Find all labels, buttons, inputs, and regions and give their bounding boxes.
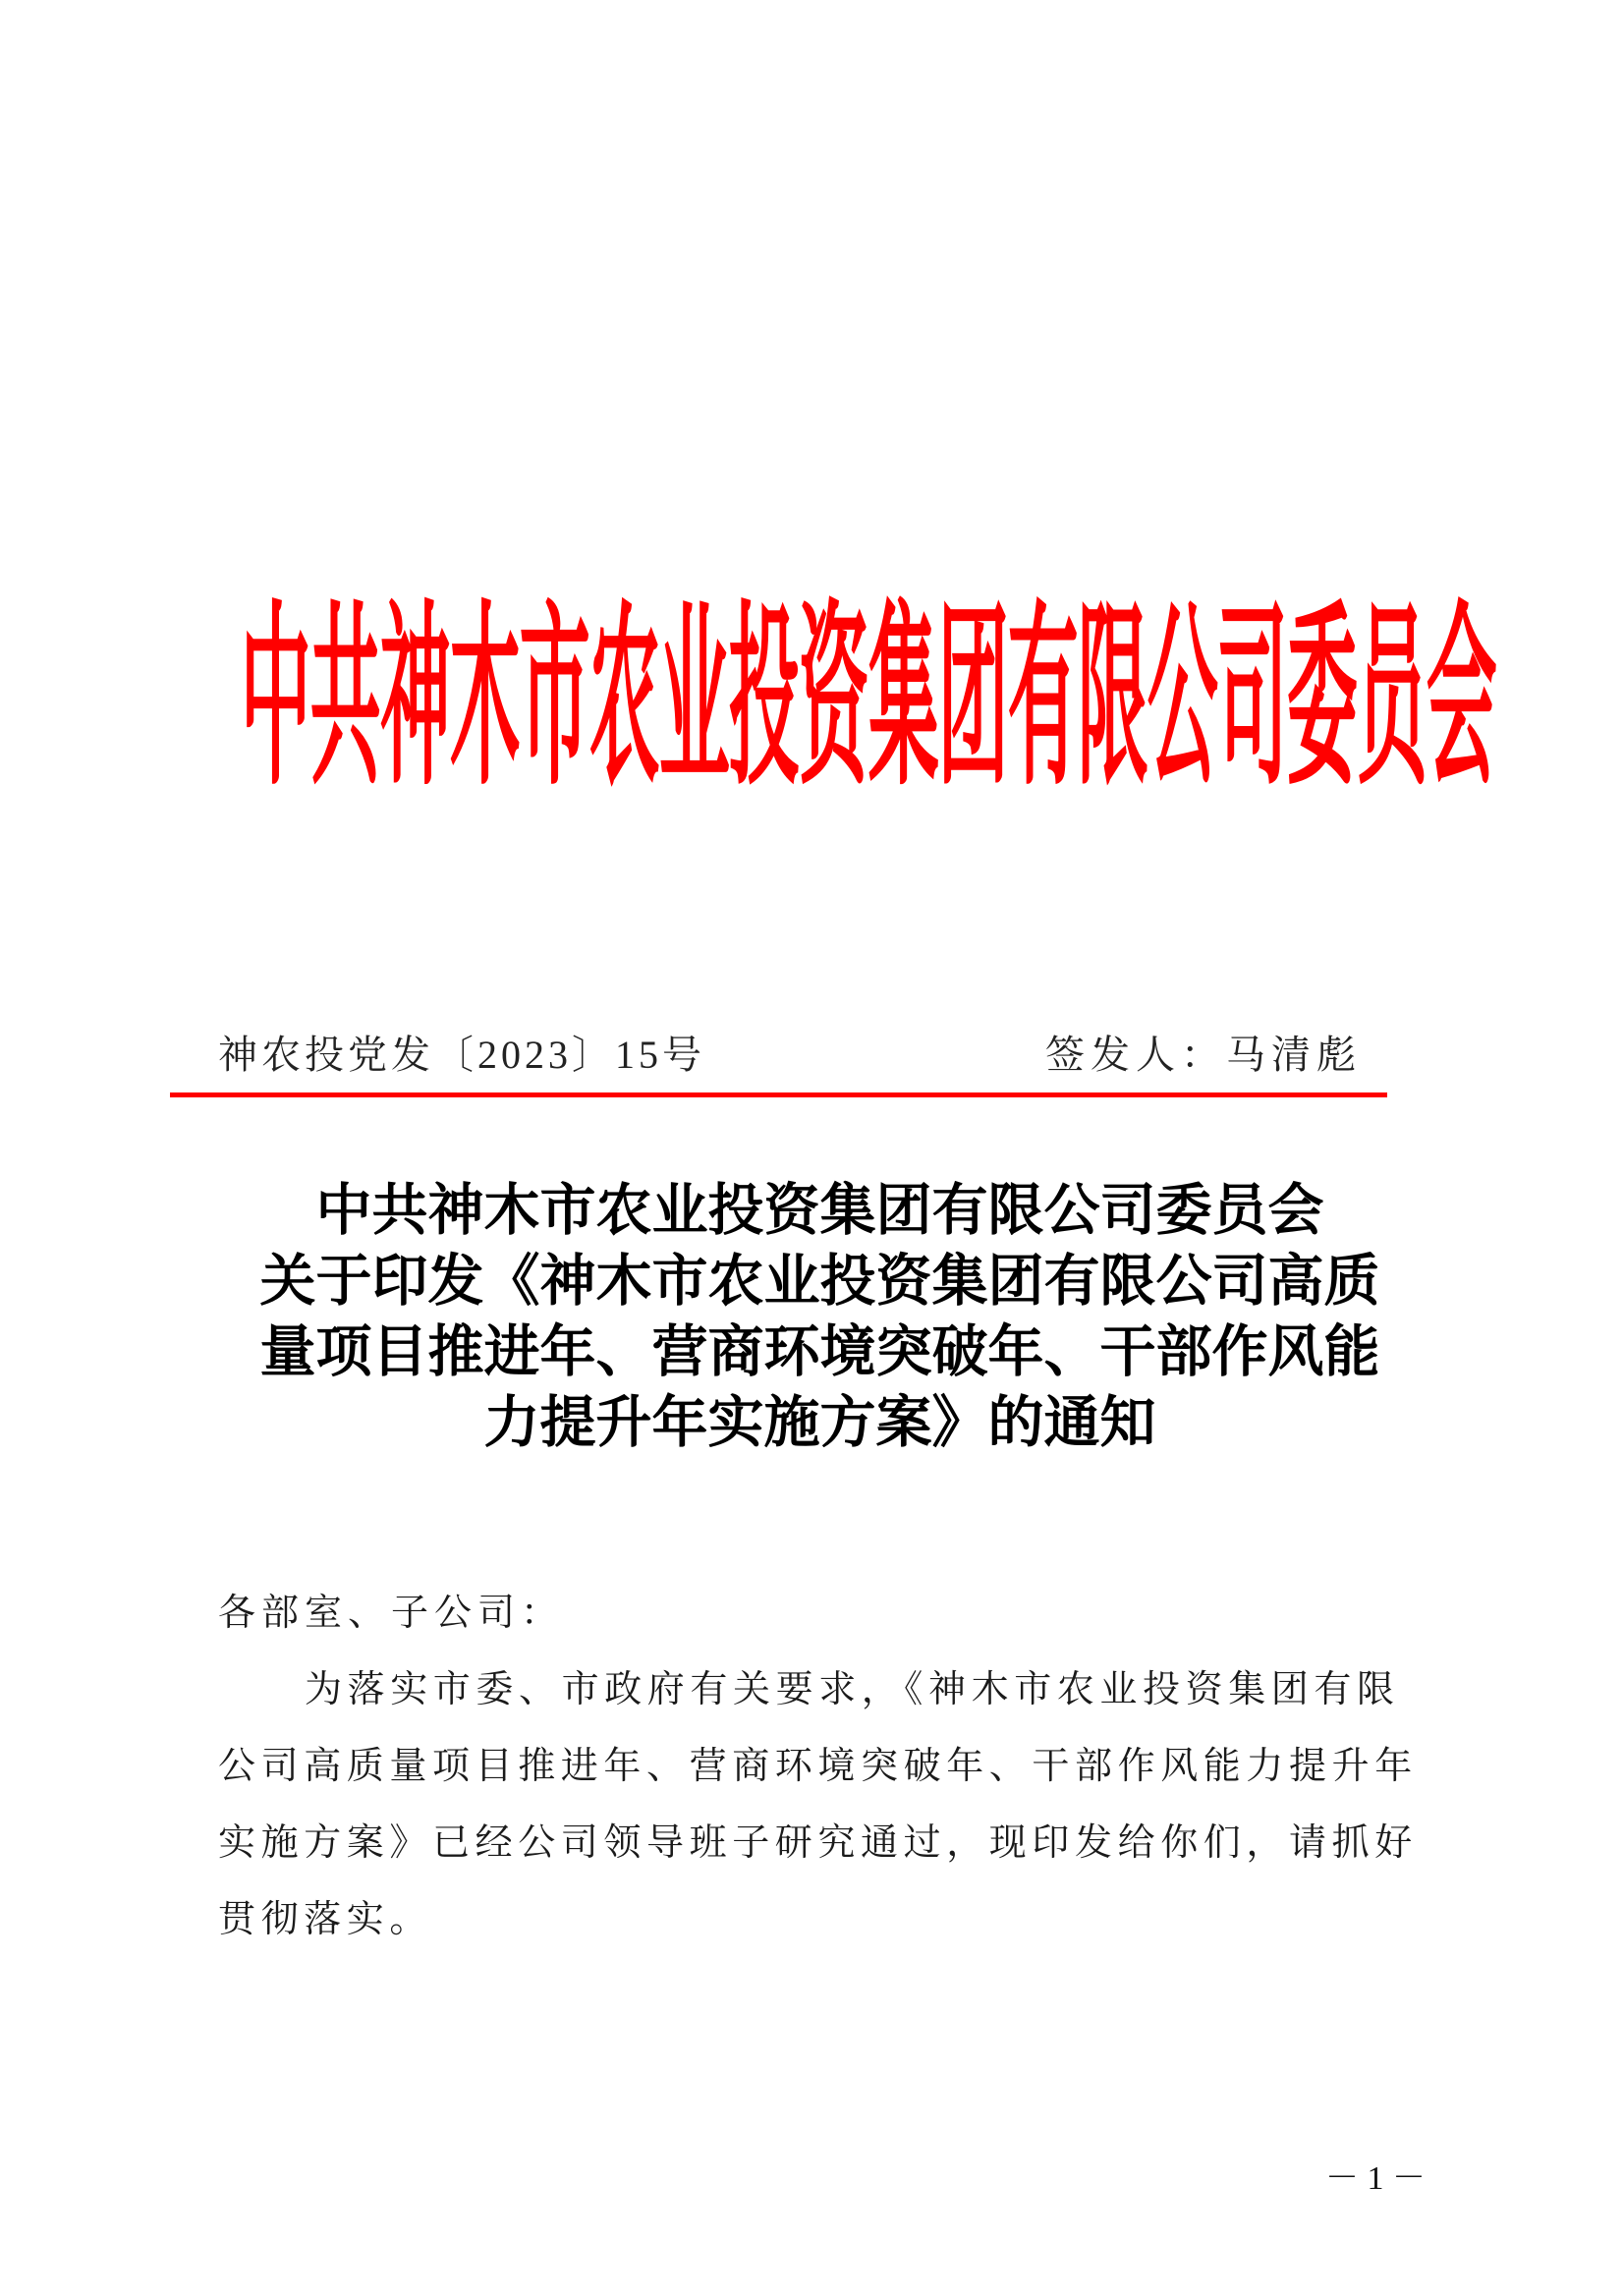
masthead-char: 会 [1426,582,1497,812]
paragraph-line: 实施方案》已经公司领导班子研究通过，现印发给你们，请抓好 [218,1820,1418,1864]
masthead-char: 共 [309,582,381,812]
signer-label: 签发人： [1045,1033,1226,1077]
masthead-char: 中 [240,582,311,812]
document-number-line [218,1032,1368,1079]
salutation: 各部室、子公司： [218,1591,565,1634]
masthead-char: 公 [1147,582,1218,812]
masthead-char: 限 [1077,582,1148,812]
masthead-char: 集 [867,582,939,812]
signer [1045,1032,1362,1079]
masthead-char: 农 [588,582,660,812]
masthead-char: 木 [449,582,521,812]
masthead-char: 团 [937,582,1009,812]
document-number: 神农投党发〔2023〕15号 [218,1033,705,1077]
masthead-char: 市 [519,582,590,812]
masthead-char: 有 [1007,582,1079,812]
paragraph-line: 贯彻落实。 [218,1897,433,1940]
paragraph-line: 公司高质量项目推进年、营商环境突破年、干部作风能力提升年 [218,1744,1418,1787]
title-line: 量项目推进年、营商环境突破年、干部作风能 [259,1318,1380,1384]
paragraph-line: 为落实市委、市政府有关要求，《神木市农业投资集团有限 [305,1667,1400,1710]
masthead-char: 员 [1356,582,1427,812]
signer-name: 马清彪 [1226,1033,1362,1077]
document-body [218,1574,1425,1957]
masthead-char: 司 [1216,582,1288,812]
masthead-char: 委 [1286,582,1358,812]
masthead-char: 资 [798,582,869,812]
document-title [208,1175,1431,1458]
masthead-char: 业 [658,582,730,812]
masthead-red-heading [218,582,1497,812]
masthead-char: 神 [379,582,451,812]
masthead-char: 投 [728,582,800,812]
title-line: 力提升年实施方案》的通知 [483,1389,1156,1455]
title-line: 关于印发《神木市农业投资集团有限公司高质 [259,1248,1380,1314]
title-line: 中共神木市农业投资集团有限公司委员会 [315,1177,1324,1243]
red-separator-rule [170,1092,1387,1097]
page-number: － 1 － [1325,2160,1426,2197]
